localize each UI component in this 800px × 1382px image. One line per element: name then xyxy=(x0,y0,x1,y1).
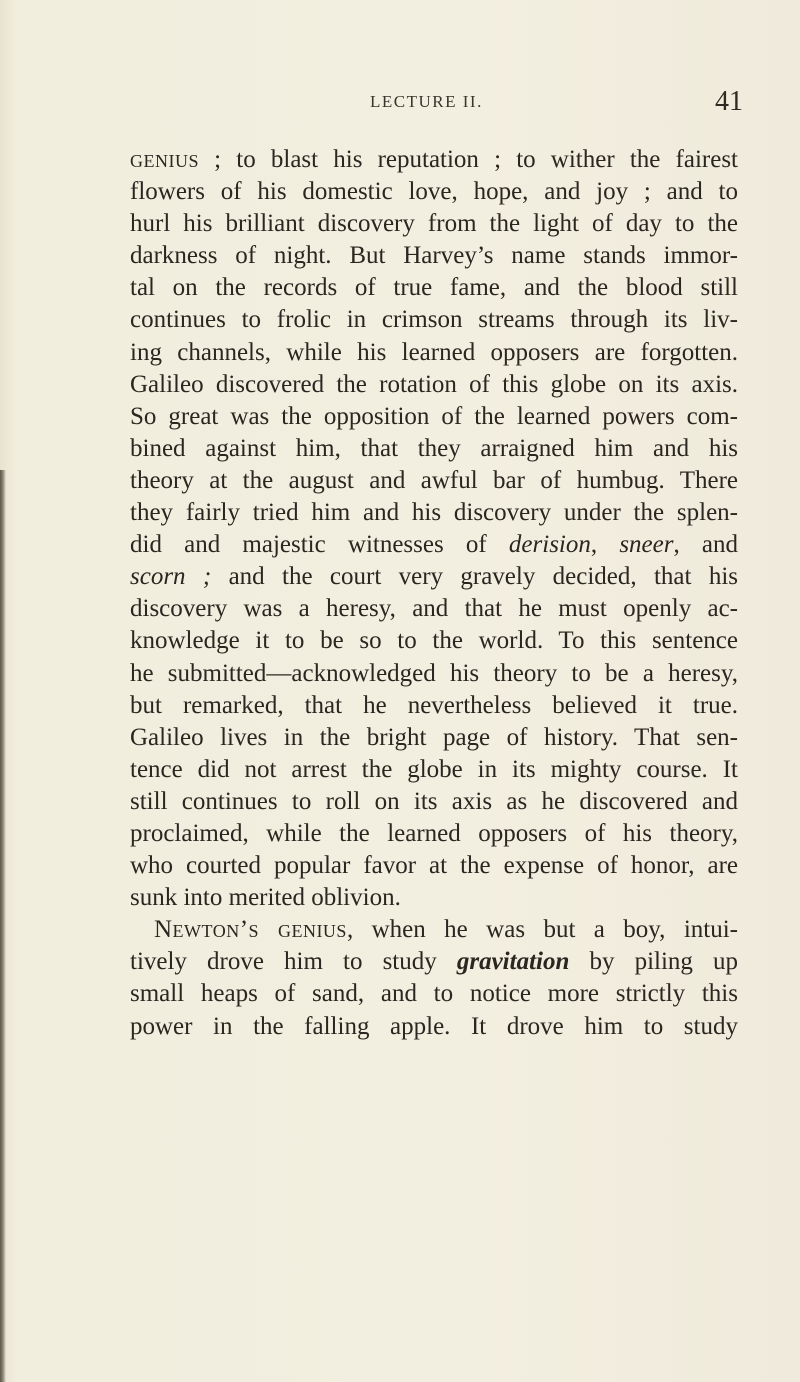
text-line: they fairly tried him and his discovery under the splen- xyxy=(130,499,738,527)
text-line: Galileo lives in the bright page of history. That sen- xyxy=(130,723,738,751)
page-edge-shadow xyxy=(0,470,6,1382)
text-line: small heaps of sand, and to notice more strictly this xyxy=(130,980,738,1008)
paragraph-2 xyxy=(130,914,738,1042)
text-line xyxy=(130,144,738,176)
running-head-title: LECTURE II. xyxy=(370,92,483,111)
text-line: hurl his brilliant discovery from the light of day to the xyxy=(130,210,738,238)
text-line: ing channels, while his learned opposers are forgotten. xyxy=(130,338,738,366)
small-caps-word: Newton’s genius xyxy=(154,916,347,944)
text-line xyxy=(130,946,738,978)
running-head xyxy=(0,86,800,126)
text-span: ; to blast his reputation ; to wither the fairest xyxy=(199,146,738,173)
text-line xyxy=(130,529,738,561)
text-line: bined against him, that they arraigned him and his xyxy=(130,434,738,462)
text-span: , and xyxy=(673,531,738,559)
italic-word: derision xyxy=(508,531,591,559)
text-line: tal on the records of true fame, and the blood still xyxy=(130,274,738,302)
text-span: by piling up xyxy=(569,948,738,976)
text-line: he submitted—acknowledged his theory to be a heresy, xyxy=(130,659,738,687)
text-line: proclaimed, while the learned opposers of his theory, xyxy=(130,819,738,847)
page-number: 41 xyxy=(715,86,743,117)
text-line xyxy=(130,561,738,593)
text-line: who courted popular favor at the expense of honor, are xyxy=(130,852,738,880)
text-span: did and majestic witnesses of xyxy=(130,531,509,559)
text-span: , xyxy=(590,531,620,559)
text-line: still continues to roll on its axis as he discovered and xyxy=(130,787,738,815)
text-line xyxy=(130,914,738,946)
text-line: discovery was a heresy, and that he must openly ac- xyxy=(130,595,738,623)
small-caps-word: genius xyxy=(130,146,199,173)
text-line: So great was the opposition of the learned powers com- xyxy=(130,402,738,430)
text-line: power in the falling apple. It drove him to study xyxy=(130,1012,738,1040)
body-text xyxy=(130,144,738,1043)
text-line: continues to frolic in crimson streams through its liv- xyxy=(130,306,738,334)
text-line: flowers of his domestic love, hope, and joy ; and to xyxy=(130,178,738,206)
text-line: sunk into merited oblivion. xyxy=(130,884,401,912)
italic-word: gravitation xyxy=(456,948,570,976)
text-span: and the court very gravely decided, that his xyxy=(211,563,738,591)
text-line: darkness of night. But Harvey’s name stands immor- xyxy=(130,242,738,270)
paragraph-1 xyxy=(130,144,738,914)
italic-word: sneer xyxy=(619,531,674,559)
text-line: Galileo discovered the rotation of this globe on its axis. xyxy=(130,370,738,398)
text-line: tence did not arrest the globe in its mighty course. It xyxy=(130,755,738,783)
text-line: theory at the august and awful bar of humbug. There xyxy=(130,466,738,494)
text-line: but remarked, that he nevertheless believed it true. xyxy=(130,691,738,719)
italic-word: scorn ; xyxy=(130,563,212,591)
text-line: knowledge it to be so to the world. To this sentence xyxy=(130,627,738,655)
text-span: , when he was but a boy, intui- xyxy=(346,916,738,944)
text-span: tively drove him to study xyxy=(130,948,457,976)
